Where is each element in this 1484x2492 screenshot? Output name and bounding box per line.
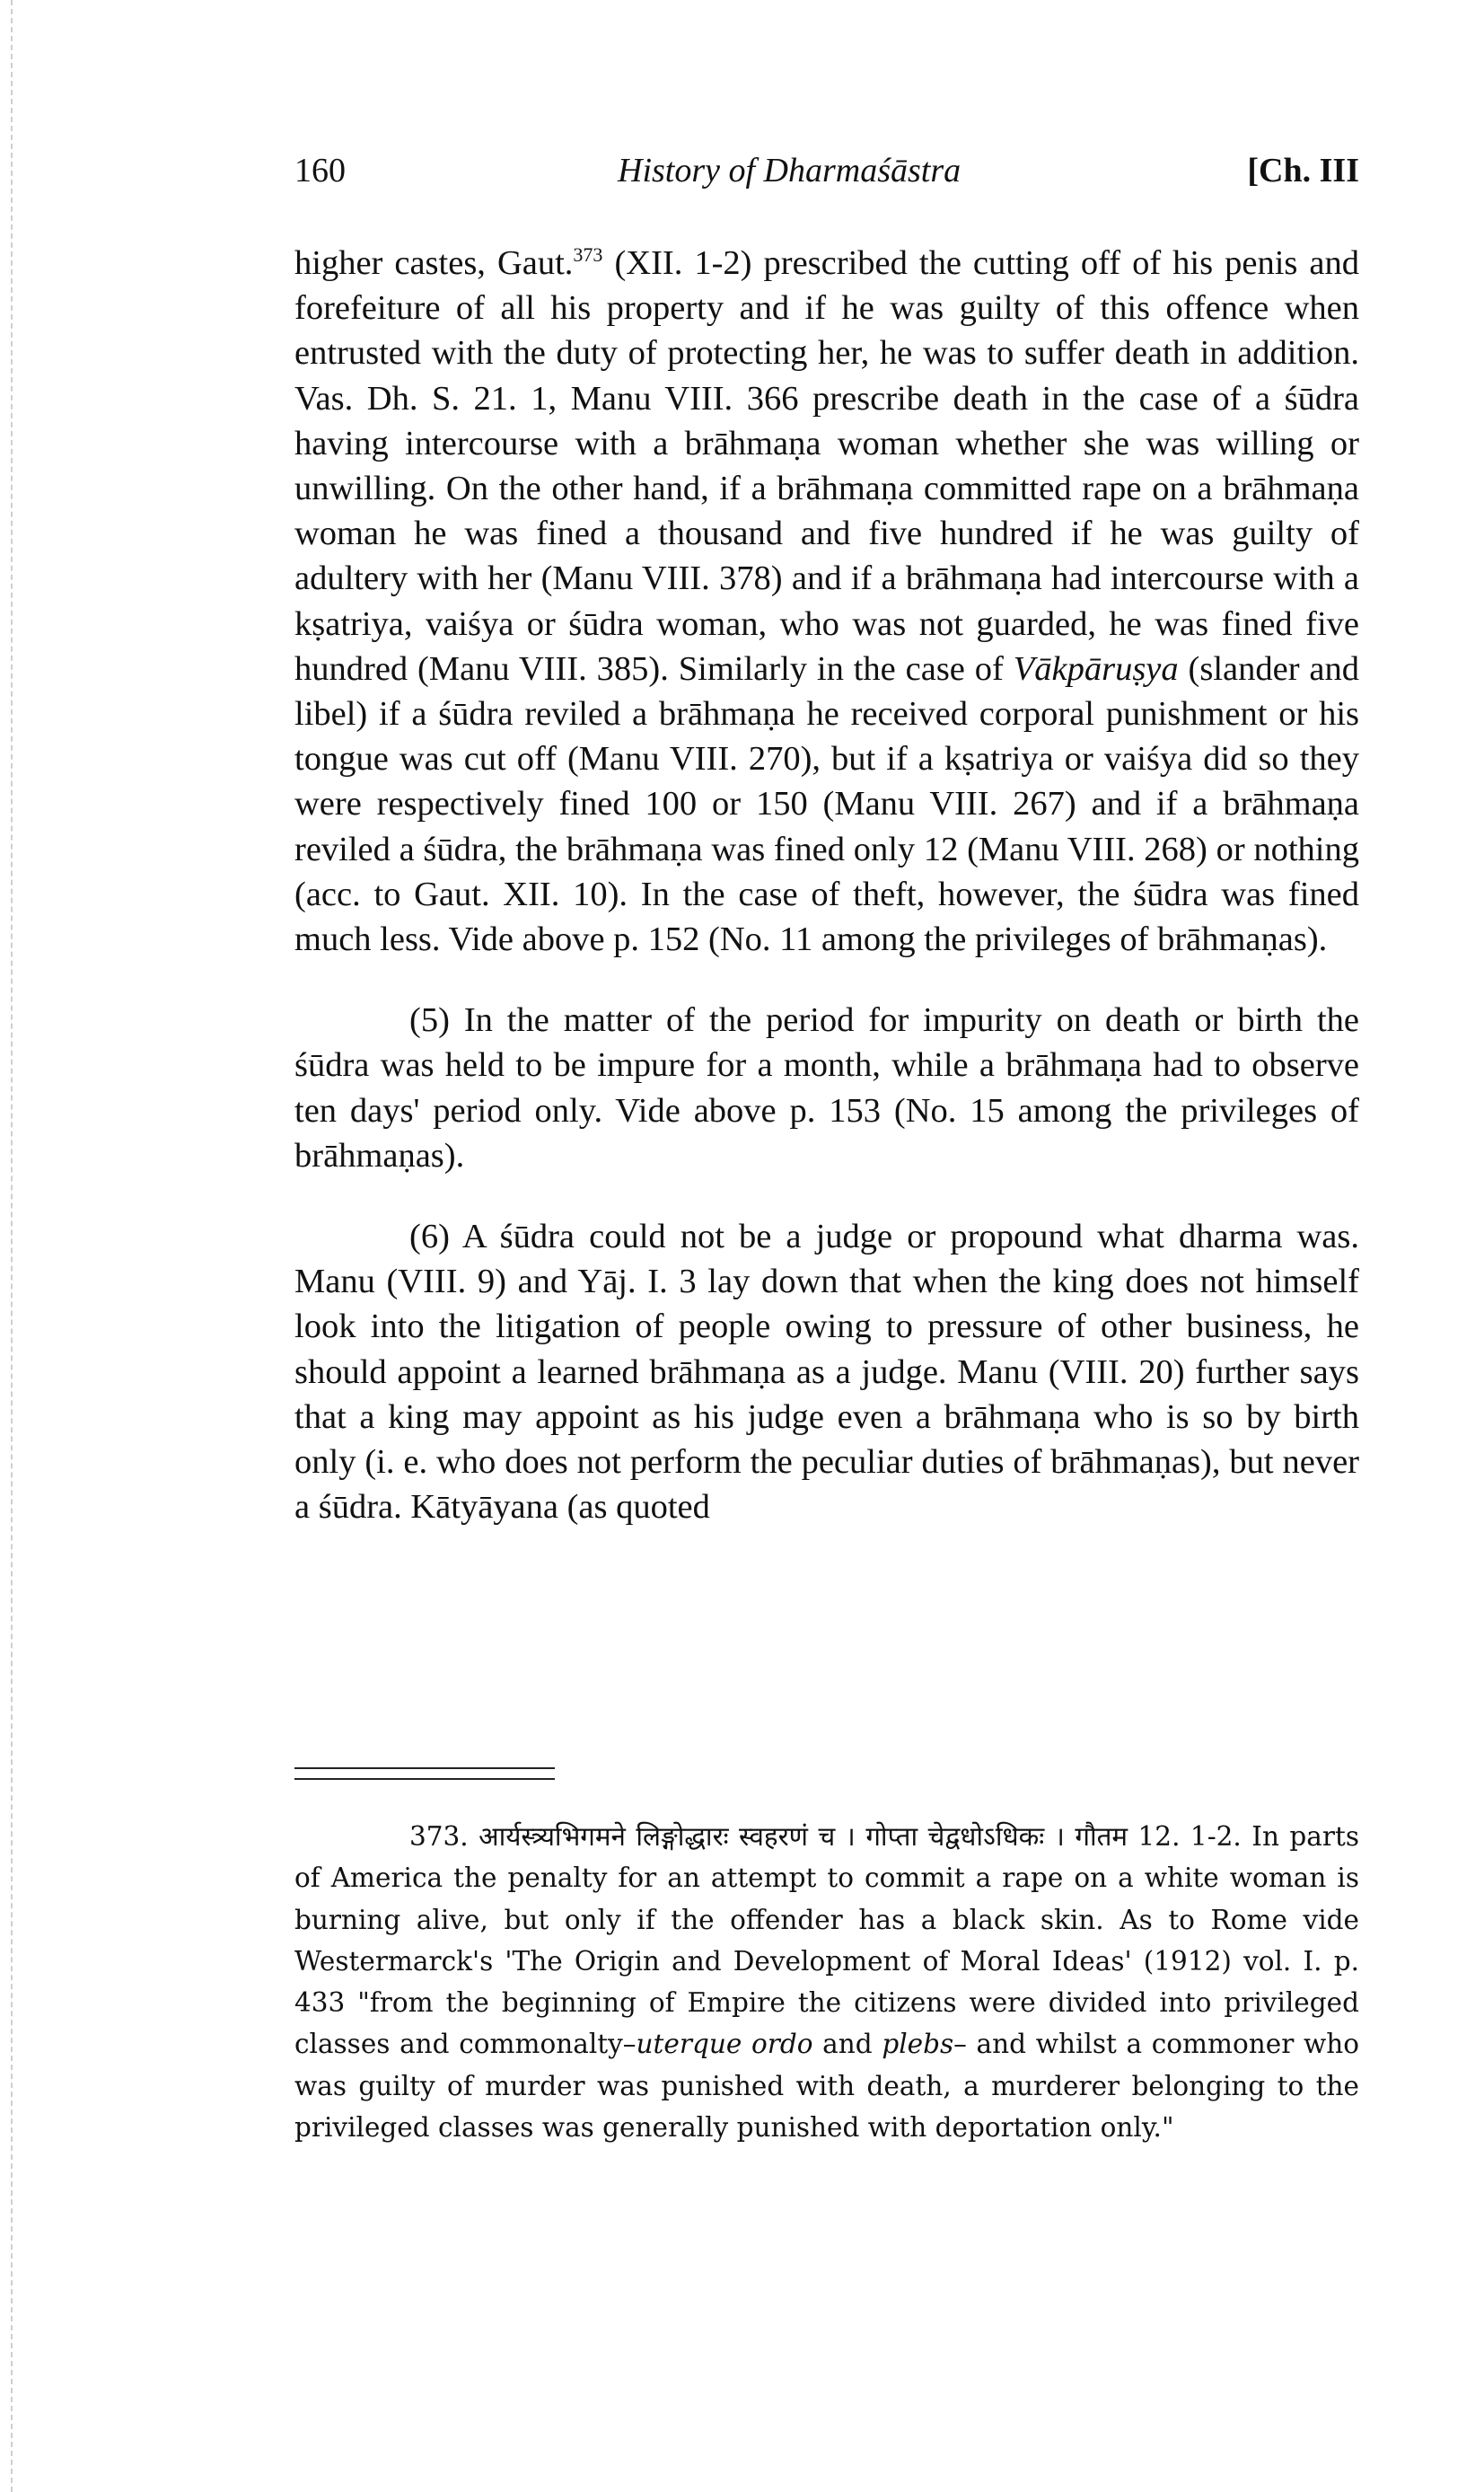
footnote-number: 373. bbox=[409, 1821, 469, 1852]
footnote-sanskrit-quote: आर्यस्त्र्यभिगमने लिङ्गोद्धारः स्वहरणं च । गोप्ता चेद्वधोऽधिकः । गौतम 12. 1-2. bbox=[479, 1821, 1242, 1852]
chapter-reference: [Ch. III bbox=[1247, 152, 1359, 189]
paragraph-3: (6) A śūdra could not be a judge or propound what dharma was. Manu (VIII. 9) and Yāj. I. 3 lay down that when the king does not himself look into the litigation of people owing to pressure of other business, he should appoint a learned brāhmaṇa as a judge. Manu (VIII. 20) further says that a king may appoint as his judge even a brāhmaṇa who is so by birth only (i. e. who does not perform the peculiar duties of brāhmaṇas), but never a śūdra. Kātyāyana (as quoted bbox=[294, 1218, 1359, 1527]
p1-text-end: (slander and libel) if a śūdra reviled a brāhmaṇa he received corporal punishment or his tongue was cut off (Manu VIII. 270), but if a kṣatriya or vaiśya did so they were respectively fined 100 or 150 (Manu VIII. 267) and if a brāhmaṇa reviled a śūdra, the brāhmaṇa was fined only 12 (Manu VIII. 268) or nothing (acc. to Gaut. XII. 10). In the case of theft, however, the śūdra was fined much less. Vide above p. 152 (No. 11 among the privileges of brāhmaṇas). bbox=[294, 649, 1360, 959]
body-text bbox=[294, 241, 1359, 1529]
footnotes bbox=[294, 1816, 1359, 2148]
page-number: 160 bbox=[294, 152, 346, 189]
footnote-text-a: In parts of America the penalty for an attempt to commit a rape on a white woman is burning alive, but only if the offender has a black skin. As to Rome vide Westermarck's 'The Origin and Development of Moral Ideas' (1912) vol. I. p. 433 "from the beginning of Empire the citizens were divided into privileged classes and commonalty– bbox=[294, 1821, 1359, 2060]
footnote-reference-373[interactable]: 373 bbox=[573, 243, 603, 267]
p1-text-middle: (XII. 1-2) prescribed the cutting off of his penis and forefeiture of all his property and if he was guilty of this offence when entrusted with the duty of protecting her, he was to suffer death in addition. Vas. Dh. S. 21. 1, Manu VIII. 366 prescribe death in the case of a śūdra having intercourse with a brāhmaṇa woman whether she was willing or unwilling. On the other hand, if a brāhmaṇa committed rape on a brāhmaṇa woman he was fined a thousand and five hundred if he was guilty of adultery with her (Manu VIII. 378) and if a brāhmaṇa had intercourse with a kṣatriya, vaiśya or śūdra woman, who was not guarded, he was fined five hundred (Manu VIII. 385). Similarly in the case of bbox=[294, 244, 1359, 688]
footnote-text-b: – and whilst a commoner who was guilty of murder was punished with death, a murderer belonging to the privileged classes was generally punished with deportation only." bbox=[294, 2029, 1359, 2144]
scan-margin-line bbox=[11, 0, 13, 2492]
footnote-373 bbox=[294, 1816, 1359, 2148]
term-plebs: plebs bbox=[882, 2029, 954, 2060]
page-header bbox=[294, 151, 1359, 201]
term-uterque-ordo: uterque ordo bbox=[636, 2029, 813, 2060]
term-vakparusya: Vākpāruṣya bbox=[1013, 649, 1179, 688]
running-title: History of Dharmaśāstra bbox=[618, 152, 962, 189]
p1-text-start: higher castes, Gaut. bbox=[294, 244, 574, 282]
paragraph-1 bbox=[294, 241, 1359, 962]
footnote-and: and bbox=[812, 2029, 882, 2060]
paragraph-2: (5) In the matter of the period for impurity on death or birth the śūdra was held to be impure for a month, while a brāhmaṇa had to observe ten days' period only. Vide above p. 153 (No. 15 among the privileges of brāhmaṇas). bbox=[294, 1001, 1359, 1175]
footnote-divider-bottom bbox=[294, 1778, 555, 1780]
footnote-divider-top bbox=[294, 1767, 555, 1769]
